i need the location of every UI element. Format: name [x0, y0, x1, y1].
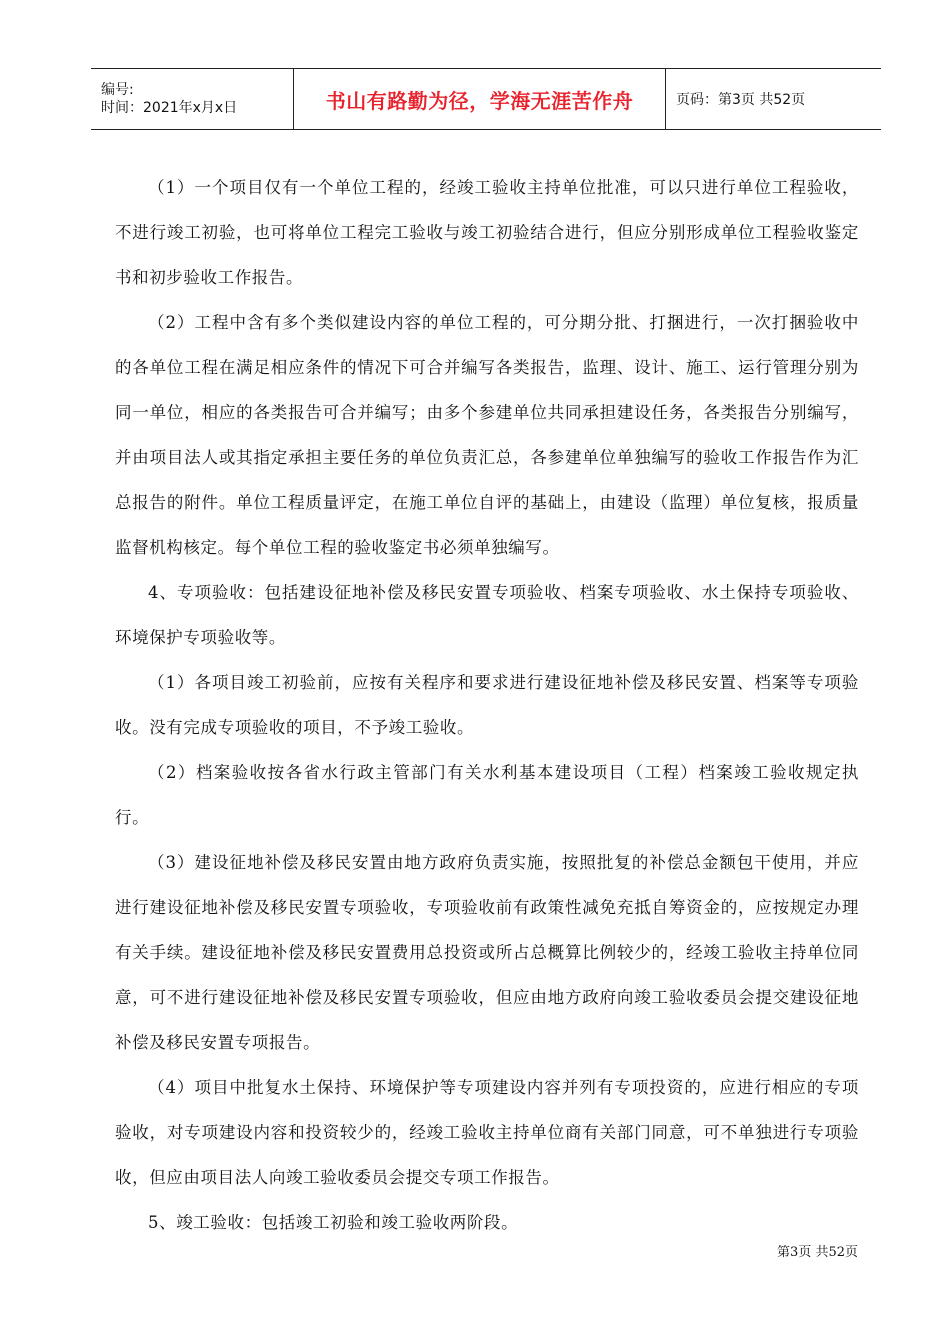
- document-body: [115, 165, 859, 1245]
- paragraph: （1）一个项目仅有一个单位工程的，经竣工验收主持单位批准，可以只进行单位工程验收，不进行竣工初验，也可将单位工程完工验收与竣工初验结合进行，但应分别形成单位工程验收鉴定书和初步验收工作报告。: [115, 178, 859, 287]
- page-footer: [777, 1241, 858, 1260]
- footer-page-number: 第3页 共52页: [777, 1245, 858, 1260]
- header-motto: [294, 69, 666, 129]
- paragraph: 4、专项验收：包括建设征地补偿及移民安置专项验收、档案专项验收、水土保持专项验收、环境保护专项验收等。: [115, 583, 859, 647]
- paragraph: （4）项目中批复水土保持、环境保护等专项建设内容并列有专项投资的，应进行相应的专项验收，对专项建设内容和投资较少的，经竣工验收主持单位商有关部门同意，可不单独进行专项验收，但应由项目法人向竣工验收委员会提交专项工作报告。: [115, 1078, 859, 1187]
- paragraph: （1）各项目竣工初验前，应按有关程序和要求进行建设征地补偿及移民安置、档案等专项验收。没有完成专项验收的项目，不予竣工验收。: [115, 673, 859, 737]
- motto-text: 书山有路勤为径，学海无涯苦作舟: [325, 88, 634, 113]
- paragraph: （2）档案验收按各省水行政主管部门有关水利基本建设项目（工程）档案竣工验收规定执行。: [115, 763, 859, 827]
- document-number-label: 编号:: [101, 82, 134, 98]
- page-header: [91, 68, 881, 130]
- document-time-label: 时间：2021年x月x日: [101, 100, 238, 116]
- header-meta: [91, 69, 294, 129]
- page-number-label: 页码：第3页 共52页: [676, 92, 806, 108]
- header-page-number: [666, 69, 881, 129]
- paragraph: （2）工程中含有多个类似建设内容的单位工程的，可分期分批、打捆进行，一次打捆验收中的各单位工程在满足相应条件的情况下可合并编写各类报告，监理、设计、施工、运行管理分别为同一单位，相应的各类报告可合并编写；由多个参建单位共同承担建设任务，各类报告分别编写，并由项目法人或其指定承担主要任务的单位负责汇总，各参建单位单独编写的验收工作报告作为汇总报告的附件。单位工程质量评定，在施工单位自评的基础上，由建设（监理）单位复核，报质量监督机构核定。每个单位工程的验收鉴定书必须单独编写。: [115, 313, 859, 557]
- paragraph: （3）建设征地补偿及移民安置由地方政府负责实施，按照批复的补偿总金额包干使用，并应进行建设征地补偿及移民安置专项验收，专项验收前有政策性减免充抵自筹资金的，应按规定办理有关手续。建设征地补偿及移民安置费用总投资或所占总概算比例较少的，经竣工验收主持单位同意，可不进行建设征地补偿及移民安置专项验收，但应由地方政府向竣工验收委员会提交建设征地补偿及移民安置专项报告。: [115, 853, 859, 1052]
- paragraph: 5、竣工验收：包括竣工初验和竣工验收两阶段。: [148, 1213, 519, 1232]
